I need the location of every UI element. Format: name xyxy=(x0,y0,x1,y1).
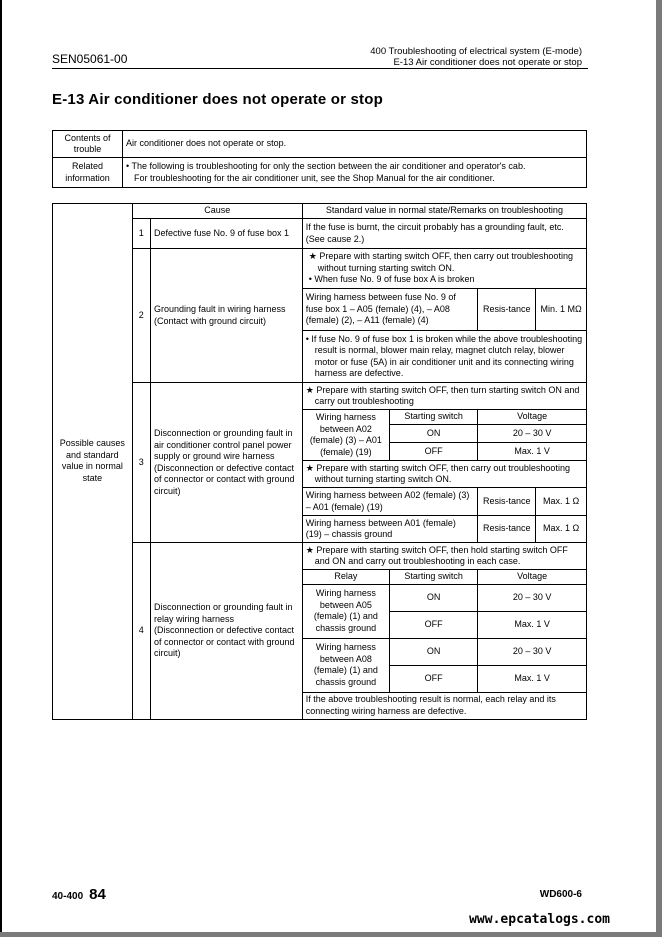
cause-4-text xyxy=(150,543,302,720)
cause-3-switch-on: ON xyxy=(389,425,477,443)
page-frame-right xyxy=(656,0,662,937)
footer-page-ref xyxy=(52,886,106,903)
cause-3-prep-2: ★ Prepare with starting switch OFF, then carry out troubleshooting without turning starting switch ON. xyxy=(302,461,586,488)
cause-2-note: • If fuse No. 9 of fuse box 1 is broken while the above troubleshooting result is normal, blower main relay, magnet clutch relay, blower motor or fuse (5A) in air conditioner unit and its connecting wiring harness are defective. xyxy=(302,331,586,383)
footer-section: 40-400 xyxy=(52,891,84,902)
side-label: Possible causes and standard value in normal state xyxy=(53,204,133,720)
cause-3-harness: Wiring harness between A02 (female) (3) – A01 (female) (19) xyxy=(302,410,389,461)
cause-2-line-1: Grounding fault in wiring harness xyxy=(153,304,286,314)
cause-2-prep-line: ★ Prepare with starting switch OFF, then carry out troubleshooting without turning starting switch ON. xyxy=(308,251,573,273)
cause-3-resistance-row-2: Wiring harness between A01 (female) (19) – chassis ground xyxy=(302,516,477,543)
related-label: Related information xyxy=(53,158,123,188)
cause-4-relay-2-v-on: 20 – 30 V xyxy=(478,638,587,665)
cause-3-voltage-on: 20 – 30 V xyxy=(478,425,587,443)
footer-page-number: 84 xyxy=(89,886,106,903)
page-title: E-13 Air conditioner does not operate or stop xyxy=(52,91,383,108)
document-id: SEN05061-00 xyxy=(52,52,128,66)
cause-3-number: 3 xyxy=(132,383,150,543)
cause-2-text xyxy=(150,249,302,383)
contents-label: Contents of trouble xyxy=(53,131,123,158)
header-standard: Standard value in normal state/Remarks on troubleshooting xyxy=(302,204,586,219)
cause-4-relay-2-v-off: Max. 1 V xyxy=(478,665,587,692)
cause-4-relay-1: Wiring harness between A05 (female) (1) and chassis ground xyxy=(302,584,389,638)
cause-4-line-1: Disconnection or grounding fault in relay wiring harness xyxy=(153,602,293,624)
header-cause: Cause xyxy=(132,204,302,219)
contents-value: Air conditioner does not operate or stop. xyxy=(123,131,587,158)
cause-2-value: Min. 1 MΩ xyxy=(536,289,587,331)
cause-4-relay-2-off: OFF xyxy=(389,665,477,692)
cause-4-switch-header: Starting switch xyxy=(389,570,477,585)
cause-3-resistance-label-2: Resis-tance xyxy=(478,516,536,543)
cause-3-resistance-value-2: Max. 1 Ω xyxy=(536,516,587,543)
cause-2-when-line: • When fuse No. 9 of fuse box A is broken xyxy=(308,274,475,285)
cause-4-relay-1-on: ON xyxy=(389,584,477,611)
cause-4-relay-1-v-off: Max. 1 V xyxy=(478,611,587,638)
cause-3-text xyxy=(150,383,302,543)
section-line-1: 400 Troubleshooting of electrical system (E-mode) xyxy=(370,46,582,57)
cause-3-line-1: Disconnection or grounding fault in air conditioner control panel power supply or ground wire harness xyxy=(153,428,293,461)
page-frame-left xyxy=(0,0,2,937)
cause-4-relay-1-v-on: 20 – 30 V xyxy=(478,584,587,611)
cause-3-resistance-value-1: Max. 1 Ω xyxy=(536,488,587,516)
section-heading xyxy=(370,46,582,68)
cause-3-switch-header: Starting switch xyxy=(389,410,477,425)
cause-4-note: If the above troubleshooting result is normal, each relay and its connecting wiring harness are defective. xyxy=(302,692,586,719)
cause-4-relay-2-on: ON xyxy=(389,638,477,665)
related-line-2: For troubleshooting for the air conditioner unit, see the Shop Manual for the air conditioner. xyxy=(134,172,495,183)
cause-4-line-2: (Disconnection or defective contact of connector or contact with ground circuit) xyxy=(153,625,295,658)
cause-2-resistance: Resis-tance xyxy=(478,289,536,331)
cause-3-resistance-label-1: Resis-tance xyxy=(478,488,536,516)
cause-4-number: 4 xyxy=(132,543,150,720)
cause-3-switch-off: OFF xyxy=(389,443,477,461)
cause-1-text: Defective fuse No. 9 of fuse box 1 xyxy=(150,219,302,249)
cause-4-prep: ★ Prepare with starting switch OFF, then hold starting switch OFF and ON and carry out troubleshooting in each case. xyxy=(302,543,586,570)
cause-4-relay-1-off: OFF xyxy=(389,611,477,638)
cause-1-number: 1 xyxy=(132,219,150,249)
cause-4-voltage-header: Voltage xyxy=(478,570,587,585)
cause-4-relay-header: Relay xyxy=(302,570,389,585)
header-rule xyxy=(52,68,588,69)
cause-2-line-2: (Contact with ground circuit) xyxy=(153,315,266,326)
section-line-2: E-13 Air conditioner does not operate or stop xyxy=(393,57,582,68)
causes-table xyxy=(52,203,587,720)
footer-model: WD600-6 xyxy=(539,889,582,900)
watermark-url: www.epcatalogs.com xyxy=(469,912,610,927)
cause-3-voltage-off: Max. 1 V xyxy=(478,443,587,461)
related-line-1: • The following is troubleshooting for only the section between the air conditioner and operator's cab. xyxy=(126,161,526,171)
cause-2-prep xyxy=(302,249,586,289)
related-info xyxy=(123,158,587,188)
cause-3-voltage-header: Voltage xyxy=(478,410,587,425)
cause-3-line-2: (Disconnection or defective contact of connector or contact with ground circuit) xyxy=(153,462,295,496)
cause-4-relay-2: Wiring harness between A08 (female) (1) and chassis ground xyxy=(302,638,389,692)
page-frame-bottom xyxy=(0,932,662,937)
cause-1-remark: If the fuse is burnt, the circuit probably has a grounding fault, etc. (See cause 2.) xyxy=(302,219,586,249)
cause-3-resistance-row-1: Wiring harness between A02 (female) (3) – A01 (female) (19) xyxy=(302,488,477,516)
trouble-info-table xyxy=(52,130,587,188)
cause-3-prep-1: ★ Prepare with starting switch OFF, then turn starting switch ON and carry out troubleshooting xyxy=(302,383,586,410)
cause-2-number: 2 xyxy=(132,249,150,383)
cause-2-harness: Wiring harness between fuse No. 9 of fuse box 1 – A05 (female) (4), – A08 (female) (2), – A11 (female) (4) xyxy=(302,289,477,331)
